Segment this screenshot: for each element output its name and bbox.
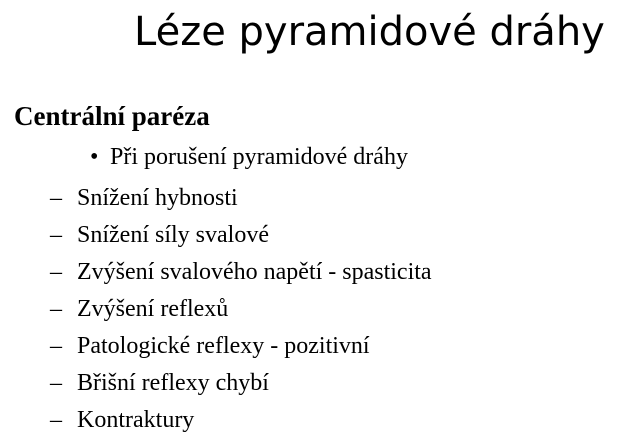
- list-item-text: Snížení síly svalové: [77, 222, 269, 248]
- bullet-glyph: •: [90, 144, 99, 170]
- dash-list: [50, 180, 432, 439]
- dash-glyph: –: [50, 185, 62, 211]
- list-item-text: Zvýšení svalového napětí - spasticita: [77, 259, 432, 285]
- dash-glyph: –: [50, 370, 62, 396]
- list-item: [50, 291, 432, 328]
- list-item-text: Břišní reflexy chybí: [77, 370, 269, 396]
- list-item: [50, 254, 432, 291]
- dash-glyph: –: [50, 407, 62, 433]
- bullet-text: Při porušení pyramidové dráhy: [110, 144, 408, 170]
- list-item: [50, 217, 432, 254]
- list-item-text: Zvýšení reflexů: [77, 296, 229, 322]
- dash-glyph: –: [50, 296, 62, 322]
- list-item-text: Patologické reflexy - pozitivní: [77, 333, 370, 359]
- list-item: [50, 180, 432, 217]
- dash-glyph: –: [50, 259, 62, 285]
- section-heading: Centrální paréza: [14, 101, 210, 131]
- list-item-text: Snížení hybnosti: [77, 185, 238, 211]
- dash-glyph: –: [50, 333, 62, 359]
- slide-title: Léze pyramidové dráhy: [134, 9, 605, 55]
- list-item: [50, 365, 432, 402]
- dash-glyph: –: [50, 222, 62, 248]
- bullet-item: [90, 143, 408, 171]
- list-item: [50, 328, 432, 365]
- list-item-text: Kontraktury: [77, 407, 195, 433]
- list-item: [50, 402, 432, 439]
